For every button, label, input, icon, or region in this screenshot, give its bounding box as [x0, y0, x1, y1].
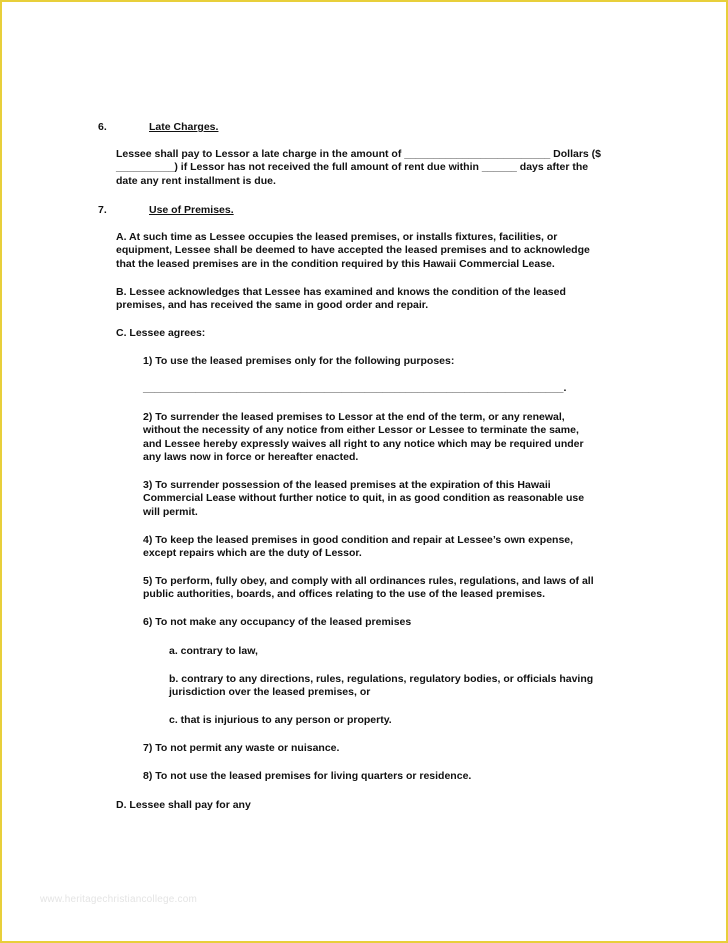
- paragraph-line: premises, and has received the same in good order and repair.: [116, 299, 429, 312]
- section-6-title: Late Charges.: [149, 121, 219, 133]
- section-7-title: Use of Premises.: [149, 204, 234, 216]
- purpose-blank-line: ________________________________________________________________________.: [143, 382, 567, 394]
- agreement-item-4: [143, 534, 573, 561]
- paragraph-b: [116, 286, 566, 313]
- paragraph-line: any laws now in force or hereafter enacted.: [143, 450, 359, 463]
- paragraph-line: A. At such time as Lessee occupies the leased premises, or installs fixtures, facilities, or: [116, 231, 558, 243]
- late-charges-paragraph: [116, 148, 601, 188]
- paragraph-line: equipment, Lessee shall be deemed to have accepted the leased premises and to acknowledge: [116, 244, 590, 257]
- paragraph-line: date any rent installment is due.: [116, 174, 276, 187]
- paragraph-line: b. contrary to any directions, rules, regulations, regulatory bodies, or officials having: [169, 673, 594, 685]
- paragraph-line: 2) To surrender the leased premises to Lessor at the end of the term, or any renewal,: [143, 411, 565, 423]
- paragraph-line: and Lessee hereby expressly waives all right to any notice which may be required under: [143, 437, 584, 450]
- section-7-number: 7.: [98, 204, 107, 216]
- sub-item-b: [169, 673, 593, 700]
- agreement-item-7: 7) To not permit any waste or nuisance.: [143, 742, 340, 754]
- paragraph-line: jurisdiction over the leased premises, or: [169, 686, 371, 699]
- paragraph-line: B. Lessee acknowledges that Lessee has examined and knows the condition of the leased: [116, 286, 566, 298]
- paragraph-line: 5) To perform, fully obey, and comply with all ordinances rules, regulations, and laws of all: [143, 575, 594, 587]
- agreement-item-2: [143, 411, 584, 464]
- paragraph-line: that the leased premises are in the condition required by this Hawaii Commercial Lease.: [116, 257, 555, 270]
- paragraph-line: Lessee shall pay to Lessor a late charge in the amount of _________________________ Dollars ($: [116, 148, 602, 160]
- section-6-number: 6.: [98, 121, 107, 133]
- paragraph-line: public authorities, boards, and offices relating to the use of the leased premises.: [143, 588, 546, 601]
- paragraph-line: 3) To surrender possession of the leased premises at the expiration of this Hawaii: [143, 479, 551, 491]
- agreement-item-5: [143, 575, 594, 602]
- sub-item-c: c. that is injurious to any person or property.: [169, 714, 392, 726]
- agreement-item-6: 6) To not make any occupancy of the leased premises: [143, 616, 412, 628]
- paragraph-line: 4) To keep the leased premises in good condition and repair at Lessee’s own expense,: [143, 534, 574, 546]
- paragraph-a: [116, 231, 590, 271]
- paragraph-line: except repairs which are the duty of Lessor.: [143, 547, 362, 560]
- agreement-item-8: 8) To not use the leased premises for living quarters or residence.: [143, 770, 472, 782]
- paragraph-c: C. Lessee agrees:: [116, 327, 206, 339]
- paragraph-line: without the necessity of any notice from either Lessor or Lessee to terminate the same,: [143, 424, 579, 437]
- paragraph-line: Commercial Lease without further notice to quit, in as good condition as reasonable use: [143, 492, 585, 505]
- paragraph-line: will permit.: [143, 505, 198, 518]
- paragraph-line: __________) if Lessor has not received the full amount of rent due within ______ days after the: [116, 161, 589, 174]
- agreement-item-3: [143, 479, 584, 519]
- agreement-item-1: 1) To use the leased premises only for the following purposes:: [143, 355, 455, 367]
- sub-item-a: a. contrary to law,: [169, 645, 258, 657]
- watermark-text: www.heritagechristiancollege.com: [40, 894, 198, 905]
- paragraph-d: D. Lessee shall pay for any: [116, 799, 251, 811]
